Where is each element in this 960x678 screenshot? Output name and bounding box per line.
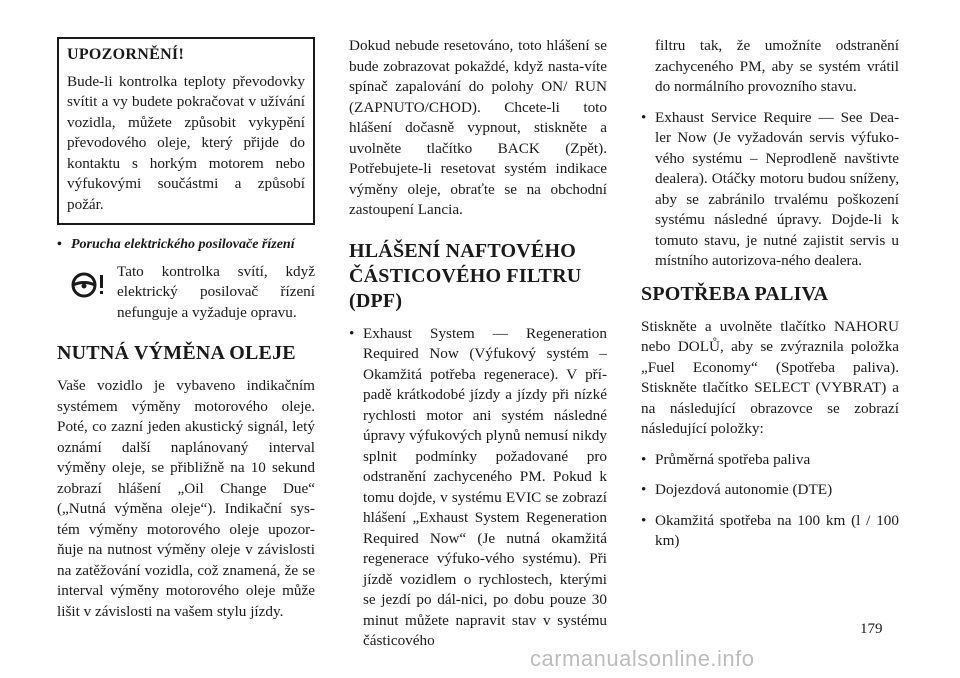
steering-wheel-warning-icon <box>57 262 117 324</box>
column-left <box>57 34 315 622</box>
power-steering-text: Tato kontrolka svítí, když elektrický posilovač řízení nefunguje a vyžaduje opravu. <box>117 262 315 321</box>
dpf-item-regeneration: • Exhaust System — Regeneration Required Now (Výfukový systém – Okamžitá potřeba regenerace). V pří-padě krátkodobé jízdy a jízdy při nízké rychlosti motor ani systém následné úpravy výfukových plynů nemusí nikdy splnit podmínky požadované pro odstranění zachyceného PM. Pokud k tomu dojde, v systému EVIC se zobrazí hlášení „Exhaust System Regeneration Required Now“ (Je nutná okamžitá regenerace výfuko-vého systému). Při jízdě vozidlem o rychlostech, kterými se jezdí po dál-nici, po dobu pouze 30 minut můžete napravit stav v systému částicového <box>349 324 607 652</box>
oil-change-heading: NUTNÁ VÝMĚNA OLEJE <box>57 342 296 364</box>
oil-change-body: Vaše vozidlo je vybaveno indikačním systémem výměny motorového oleje. Poté, co zazní jeden akustický signál, letý oznámí další naplánovaný interval výměny oleje, se přibližně na 10 sekund zobrazí hlášení „Oil Change Due“ („Nutná výměna oleje“). Indikační sys-tém výměny motorového oleje upozor-ňuje na nutnost výměny oleje v závislosti na zatěžování vozidla, což znamená, že se interval výměny motorového oleje může lišit v závislosti na vašem stylu jízdy. <box>57 377 315 620</box>
column-middle <box>349 36 607 662</box>
power-steering-row <box>57 262 315 324</box>
dpf-item-regeneration-continued: filtru tak, že umožníte odstranění zachyceného PM, aby se systém vrátil do normálního provozního stavu. <box>655 37 899 95</box>
warning-title: UPOZORNĚNÍ! <box>67 46 185 63</box>
fuel-list <box>641 450 899 552</box>
fuel-item: • Průměrná spotřeba paliva <box>641 450 899 471</box>
column-right <box>641 36 899 562</box>
reset-paragraph: Dokud nebude resetováno, toto hlášení se bude zobrazovat pokaždé, když nasta-víte spínač zapalování do polohy ON/ RUN (ZAPNUTO/CHOD). Chcete-li toto hlášení dočasně vypnout, stiskněte a uvolněte tlačítko BACK (Zpět). Potřebujete-li resetovat systém indikace výměny oleje, obraťte se na obchodní zastoupení Lancia. <box>349 37 607 218</box>
fuel-heading: SPOTŘEBA PALIVA <box>641 282 829 305</box>
dpf-heading: HLÁŠENÍ NAFTOVÉHO ČÁSTICOVÉHO FILTRU (DPF) <box>349 239 582 312</box>
fuel-item: • Dojezdová autonomie (DTE) <box>641 480 899 501</box>
dpf-list-continued <box>641 108 899 272</box>
warning-box <box>57 37 315 225</box>
dpf-list <box>349 324 607 652</box>
watermark: carmanualsonline.info <box>530 646 755 671</box>
power-steering-item-title: • Porucha elektrického posilovače řízení <box>57 235 315 256</box>
dpf-item-service: • Exhaust Service Require — See Dea-ler Now (Je vyžadován servis výfuko-vého systému – Neprodleně navštivte dealera). Otáčky motoru budou sníženy, aby se zabránilo trvalému poškození systému následné úpravy. Dojde-li k tomuto stavu, je nutné zajistit servis u místního autorizova-ného dealera. <box>641 108 899 272</box>
warning-body: Bude-li kontrolka teploty převodovky svítit a vy budete pokračovat v užívání vozidla, můžete způsobit vykypění převodového oleje, který přijde do kontaktu s horkým motorem nebo výfukovými součástmi a způsobí požár. <box>67 72 305 213</box>
fuel-intro: Stiskněte a uvolněte tlačítko NAHORU nebo DOLŮ, aby se zvýraznila položka „Fuel Economy“ (Spotřeba paliva). Stiskněte tlačítko SELECT (VYBRAT) a na následující obrazovce se zobrazí následující položky: <box>641 317 899 437</box>
fuel-item: • Okamžitá spotřeba na 100 km (l / 100 km) <box>641 511 899 552</box>
page-number: 179 <box>860 621 883 637</box>
